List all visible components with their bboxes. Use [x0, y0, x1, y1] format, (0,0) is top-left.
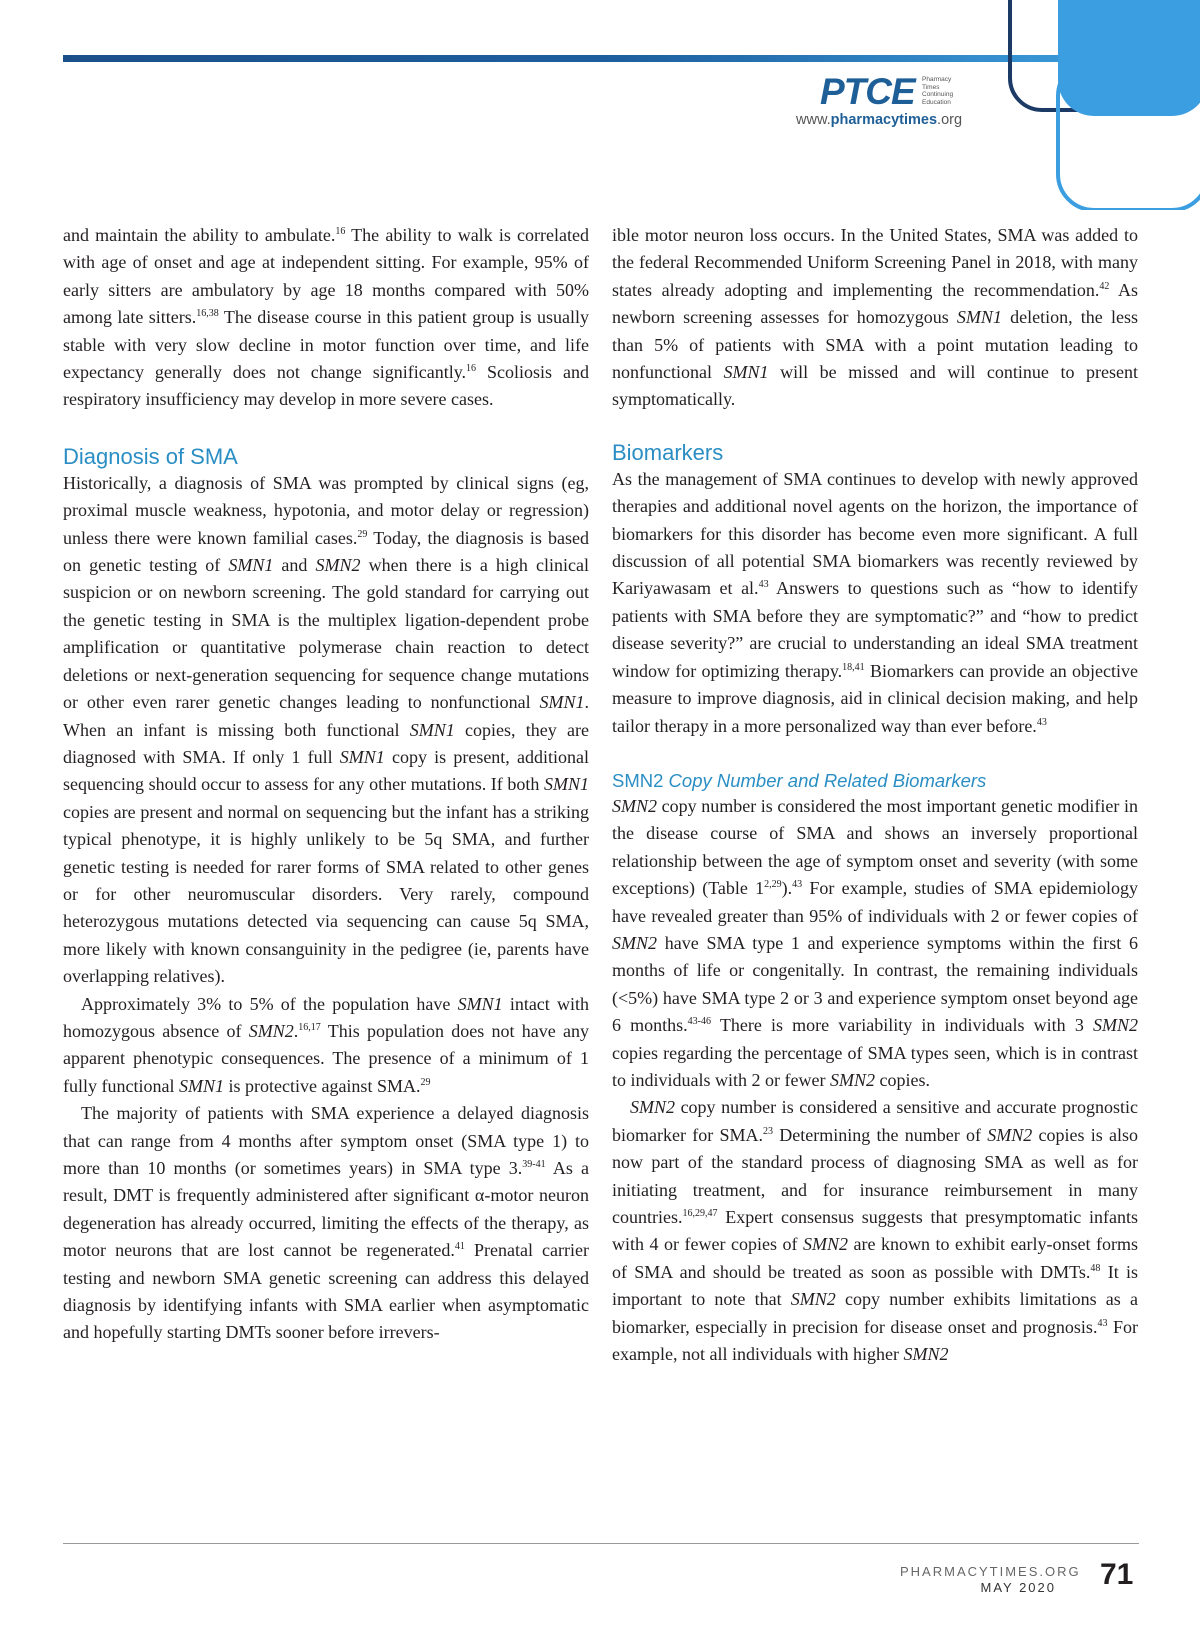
- logo-sub-line: Education: [922, 98, 951, 106]
- header-url[interactable]: www.pharmacytimes.org: [796, 112, 963, 128]
- paragraph: and maintain the ability to ambulate.$^{16}$ The ability to walk is correlated with age of onset and age at independent sitting. For example, 95% of early sitters are ambulatory by age 18 months compared with 50% among late sitters.$^{16,38}$ The disease course in this patient group is usually stable with very slow decline in motor function over time, and life expectancy generally does not change significantly.$^{16}$ Scoliosis and respiratory insufficiency may develop in more severe cases.: [63, 225, 589, 410]
- paragraph: Historically, a diagnosis of SMA was prompted by clinical signs (eg, proximal muscle weakness, hypotonia, and motor delay or regression) unless there were known familial cases.$^{29}$ Today, the diagnosis is based on genetic testing of SMN1 and SMN2 when there is a high clinical suspicion or on newborn screening. The gold standard for carrying out the genetic testing in SMA is the multiplex ligation-dependent probe amplification or quantitative polymerase chain reaction to detect deletions or next-generation sequencing for sequence change mutations or other even rarer genetic changes leading to nonfunctional SMN1. When an infant is missing both functional SMN1 copies, they are diagnosed with SMA. If only 1 full SMN1 copy is present, additional sequencing should occur to assess for any other mutations. If both SMN1 copies are present and normal on sequencing but the infant has a striking typical phenotype, it is highly unlikely to be 5q SMA, and further genetic testing is needed for rarer forms of SMA related to other genes or for other neuromuscular disorders. Very rarely, compound heterozygous mutations detected via sequencing can cause 5q SMA, more likely with known consanguinity in the pedigree (ie, parents have overlapping relatives).: [63, 472, 589, 987]
- section-heading-biomarkers: Biomarkers: [612, 439, 724, 465]
- paragraph: SMN2 copy number is considered the most important genetic modifier in the disease course of SMA and shows an inversely proportional relationship between the age of symptom onset and severity (with some exceptions) (Table 1$^{2,29}$).$^{43}$ For example, studies of SMA epidemiology have revealed greater than 95% of individuals with 2 or fewer copies of SMN2 have SMA type 1 and experience symptoms within the first 6 months of life or congenitally. In contrast, the remaining individuals (<5%) have SMA type 2 or 3 and experience symptom onset beyond age 6 months.$^{43-46}$ There is more variability in individuals with 3 SMN2 copies regarding the percentage of SMA types seen, which is in contrast to individuals with 2 or fewer SMN2 copies.: [612, 795, 1138, 1090]
- logo-sub-line: Pharmacy: [922, 76, 952, 83]
- logo-sub-line: Times: [922, 83, 940, 91]
- paragraph: The majority of patients with SMA experience a delayed diagnosis that can range from 4 months after symptom onset (SMA type 1) to more than 10 months (or sometimes years) in SMA type 3.$^{39-41}$ As a result, DMT is frequently administered after significant α-motor neuron degeneration has already occurred, limiting the effects of the therapy, as motor neurons that are lost cannot be regenerated.$^{41}$ Prenatal carrier testing and newborn SMA genetic screening can address this delayed diagnosis by identifying infants with SMA earlier when asymptomatic and hopefully starting DMTs sooner before irrevers-: [63, 1103, 590, 1343]
- footer-site: PHARMACYTIMES.ORG: [900, 1564, 1081, 1579]
- paragraph: Approximately 3% to 5% of the population have SMN1 intact with homozygous absence of SMN2.$^{16,17}$ This population does not have any apparent phenotypic consequences. The presence of a minimum of 1 fully functional SMN1 is protective against SMA.$^{29}$: [63, 993, 590, 1096]
- logo-sub-line: Continuing: [922, 91, 954, 98]
- footer-rule: [63, 1543, 1139, 1544]
- paragraph: As the management of SMA continues to develop with newly approved therapies and additional novel agents on the horizon, the importance of biomarkers for this disorder has become even more significant. A full discussion of all potential SMA biomarkers was recently reviewed by Kariyawasam et al.$^{43}$ Answers to questions such as “how to identify patients with SMA before they are symptomatic?” and “how to predict disease severity?” are crucial to understanding an ideal SMA treatment window for optimizing therapy.$^{18,41}$ Biomarkers can provide an objective measure to improve diagnosis, aid in clinical decision making, and help tailor therapy in a more personalized way than ever before.$^{43}$: [612, 468, 1139, 736]
- left-column: [63, 222, 589, 1347]
- ptce-logo-subtitle: [922, 76, 953, 106]
- header-rule: [63, 55, 1083, 62]
- footer-date: MAY 2020: [980, 1580, 1056, 1595]
- paragraph: ible motor neuron loss occurs. In the United States, SMA was added to the federal Recommended Uniform Screening Panel in 2018, with many states already adopting and implementing the recommendation.$^{42}$ As newborn screening assesses for homozygous SMN1 deletion, the less than 5% of patients with SMA with a point mutation leading to nonfunctional SMN1 will be missed and will continue to present symptomatically.: [612, 225, 1138, 410]
- ptce-logo-text: PTCE: [820, 71, 915, 112]
- subsection-heading-smn2: SMN2 Copy Number and Related Biomarkers: [612, 769, 987, 791]
- section-heading-diagnosis: Diagnosis of SMA: [63, 443, 238, 469]
- page-number: 71: [1100, 1558, 1134, 1591]
- paragraph: SMN2 copy number is considered a sensitive and accurate prognostic biomarker for SMA.$^{23}$ Determining the number of SMN2 copies is also now part of the standard process of diagnosing SMA as well as for initiating treatment, and for insurance reimbursement in many countries.$^{16,29,47}$ Expert consensus suggests that presymptomatic infants with 4 or fewer copies of SMN2 are known to exhibit early-onset forms of SMA and should be treated as soon as possible with DMTs.$^{48}$ It is important to note that SMN2 copy number exhibits limitations as a biomarker, especially in precision for disease onset and prognosis.$^{43}$ For example, not all individuals with higher SMN2: [612, 1097, 1139, 1365]
- right-column: [612, 222, 1138, 1368]
